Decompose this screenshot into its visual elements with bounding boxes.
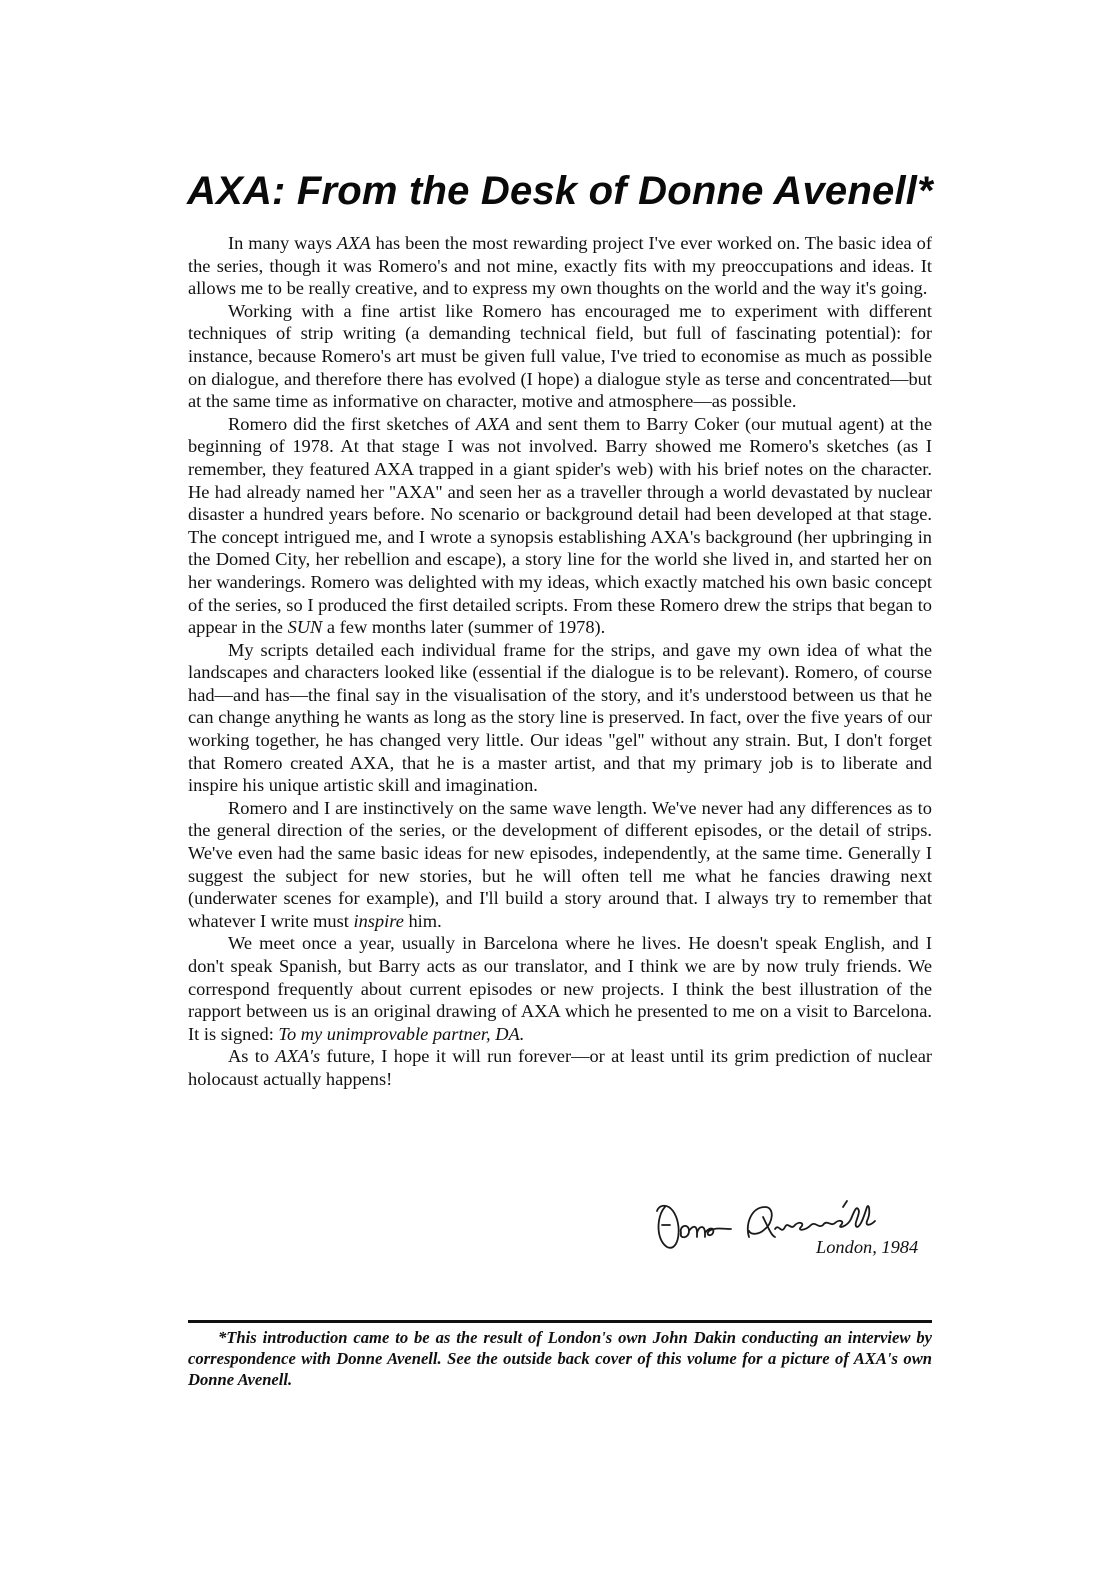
paragraph-text: In many ways <box>228 233 337 253</box>
italic-title: AXA <box>336 233 371 253</box>
paragraph-3 <box>188 413 932 639</box>
signature-place-date: London, 1984 <box>816 1237 919 1257</box>
paragraph-text: future, I hope it will run forever—or at least until its grim prediction of nuclear holocaust actually happens! <box>188 1046 932 1089</box>
paragraph-text: Romero and I are instinctively on the same wave length. We've never had any differences as to the general direction of the series, or the development of different episodes, or the detail of strips. We've even had the same basic ideas for new episodes, independently, at the same time. Generally I suggest the subject for new stories, but he will often tell me what he fancies drawing next (underwater scenes for example), and I'll build a story around that. I always try to remember that whatever I write must <box>188 797 932 931</box>
italic-newspaper: SUN <box>287 617 323 638</box>
paragraph-text: a few months later (summer of 1978). <box>322 617 606 638</box>
paragraph-text: and sent them to Barry Coker (our mutual agent) at the beginning of 1978. At that stage I was not involved. Barry showed me Romero's sketches (as I remember, they featured AXA trapped in a giant spider's web) with his brief notes on the character. He had already named her ''AXA'' and seen her as a traveller through a world devastated by nuclear disaster a hundred years before. No scenario or background detail had been developed at that stage. The concept intrigued me, and I wrote a synopsis establishing AXA's background (her upbringing in the Domed City, her rebellion and escape), a story line for the world she lived in, and started her on her wanderings. Romero was delighted with my ideas, which exactly matched his own basic concept of the series, so I produced the first detailed scripts. From these Romero drew the strips that began to appear in the <box>188 413 932 638</box>
italic-title: AXA's <box>275 1046 321 1067</box>
italic-title: AXA <box>475 413 510 434</box>
footnote: *This introduction came to be as the result of London's own John Dakin conducting an interview by correspondence with Donne Avenell. See the outside back cover of this volume for a picture of AXA's own Donne Avenell. <box>188 1328 932 1389</box>
paragraph-2: Working with a fine artist like Romero has encouraged me to experiment with different techniques of strip writing (a demanding technical field, but full of fascinating potential): for instance, because Romero's art must be given full value, I've tried to economise as much as possible on dialogue, and therefore there has evolved (I hope) a dialogue style as terse and concentrated—but at the same time as informative on character, motive and atmosphere—as possible. <box>188 300 932 412</box>
paragraph-text: him. <box>403 910 442 931</box>
paragraph-1 <box>188 232 932 300</box>
italic-emphasis: inspire <box>353 910 404 931</box>
paragraph-5 <box>188 797 932 933</box>
paragraph-7 <box>188 1045 932 1090</box>
footnote-divider <box>188 1320 932 1323</box>
paragraph-6 <box>188 932 932 1045</box>
paragraph-text: As to <box>228 1046 276 1067</box>
page-title: AXA: From the Desk of Donne Avenell* <box>187 169 933 213</box>
paragraph-text: Romero did the first sketches of <box>228 413 476 434</box>
italic-inscription: To my unimprovable partner, DA. <box>278 1023 525 1044</box>
article-body <box>188 232 932 1091</box>
paragraph-text: has been the most rewarding project I've ever worked on. The basic idea of the series, though it was Romero's and not mine, exactly fits with my preoccupations and ideas. It allows me to be really creative, and to express my own thoughts on the world and the way it's going. <box>188 233 932 299</box>
paragraph-4: My scripts detailed each individual frame for the strips, and gave my own idea of what the landscapes and characters looked like (essential if the dialogue is to be relevant). Romero, of course had—and has—the final say in the visualisation of the story, and it's understood between us that he can change anything he wants as long as the story line is preserved. In fact, over the five years of our working together, he has changed very little. Our ideas ''gel'' without any strain. But, I don't forget that Romero created AXA, that he is a master artist, and that my primary job is to liberate and inspire his unique artistic skill and imagination. <box>188 639 932 796</box>
paragraph-text: We meet once a year, usually in Barcelona where he lives. He doesn't speak English, and I don't speak Spanish, but Barry acts as our translator, and I think we are by now truly friends. We correspond frequently about current episodes or new projects. I think the best illustration of the rapport between us is an original drawing of AXA which he presented to me on a visit to Barcelona. It is signed: <box>188 933 932 1044</box>
